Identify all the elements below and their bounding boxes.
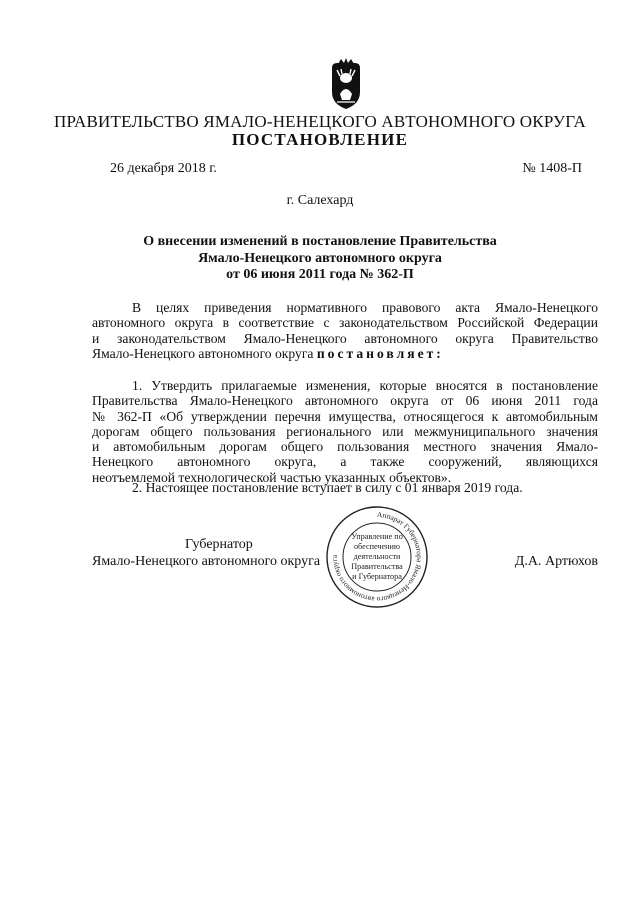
- item-2-paragraph: [92, 480, 598, 495]
- item-1-line: неотъемлемой технологической частью указанных объектов».: [92, 469, 452, 485]
- item-1-paragraph: [92, 378, 598, 485]
- official-seal: [322, 505, 432, 609]
- title-line-2: Ямало-Ненецкого автономного округа: [198, 251, 442, 266]
- item-1-line: Ненецкого автономного округа, а также сооружений, являющихся: [92, 454, 598, 470]
- seal-center-line: Правительства: [351, 562, 403, 571]
- seal-ring-text: Аппарат Губернатора Ямало-Ненецкого автономного округа: [329, 509, 424, 605]
- coat-of-arms-icon: [329, 58, 363, 110]
- seal-center-line: и Губернатора: [352, 572, 402, 581]
- item-1-line: Правительства Ямало-Ненецкого автономного округа от 06 июня 2011 года: [92, 393, 598, 409]
- signer-position-line-2: Ямало-Ненецкого автономного округа: [92, 554, 321, 569]
- seal-center-line: деятельности: [353, 552, 401, 561]
- title-line-3: от 06 июня 2011 года № 362-П: [226, 267, 414, 282]
- title-line-1: О внесении изменений в постановление Правительства: [143, 234, 497, 249]
- preamble-line: В целях приведения нормативного правового акта Ямало-Ненецкого: [132, 300, 598, 315]
- document-number: № 1408-П: [522, 161, 582, 176]
- document-city: г. Салехард: [286, 193, 354, 208]
- item-1-line: № 362-П «Об утверждении перечня имущества, относящегося к автомобильным: [92, 408, 598, 424]
- preamble-last-line: [92, 346, 598, 361]
- decree-word: постановляет:: [316, 345, 444, 361]
- preamble-line: и законодательством Ямало-Ненецкого автономного округа Правительство: [92, 330, 598, 346]
- item-1-line: дорогам общего пользования регионального или межмуниципального значения: [92, 423, 598, 439]
- document-type: ПОСТАНОВЛЕНИЕ: [231, 130, 409, 149]
- signer-name: Д.А. Артюхов: [514, 554, 598, 569]
- seal-center-line: обеспечению: [353, 542, 401, 551]
- item-1-line: и автомобильным дорогам общего пользования местного значения Ямало-: [92, 439, 598, 455]
- organization-name: ПРАВИТЕЛЬСТВО ЯМАЛО-НЕНЕЦКОГО АВТОНОМНОГО ОКРУГА: [54, 112, 586, 131]
- signer-position-line-1: Губернатор: [185, 537, 253, 552]
- preamble-line: автономного округа в соответствие с законодательством Российской Федерации: [92, 315, 598, 331]
- preamble-line: Ямало-Ненецкого автономного округа: [92, 345, 314, 361]
- preamble-paragraph: [92, 300, 598, 361]
- item-2-line: 2. Настоящее постановление вступает в силу с 01 января 2019 года.: [132, 480, 523, 495]
- seal-center-line: Управление по: [351, 532, 403, 541]
- item-1-line: 1. Утвердить прилагаемые изменения, которые вносятся в постановление: [132, 378, 598, 393]
- document-date: 26 декабря 2018 г.: [110, 161, 217, 176]
